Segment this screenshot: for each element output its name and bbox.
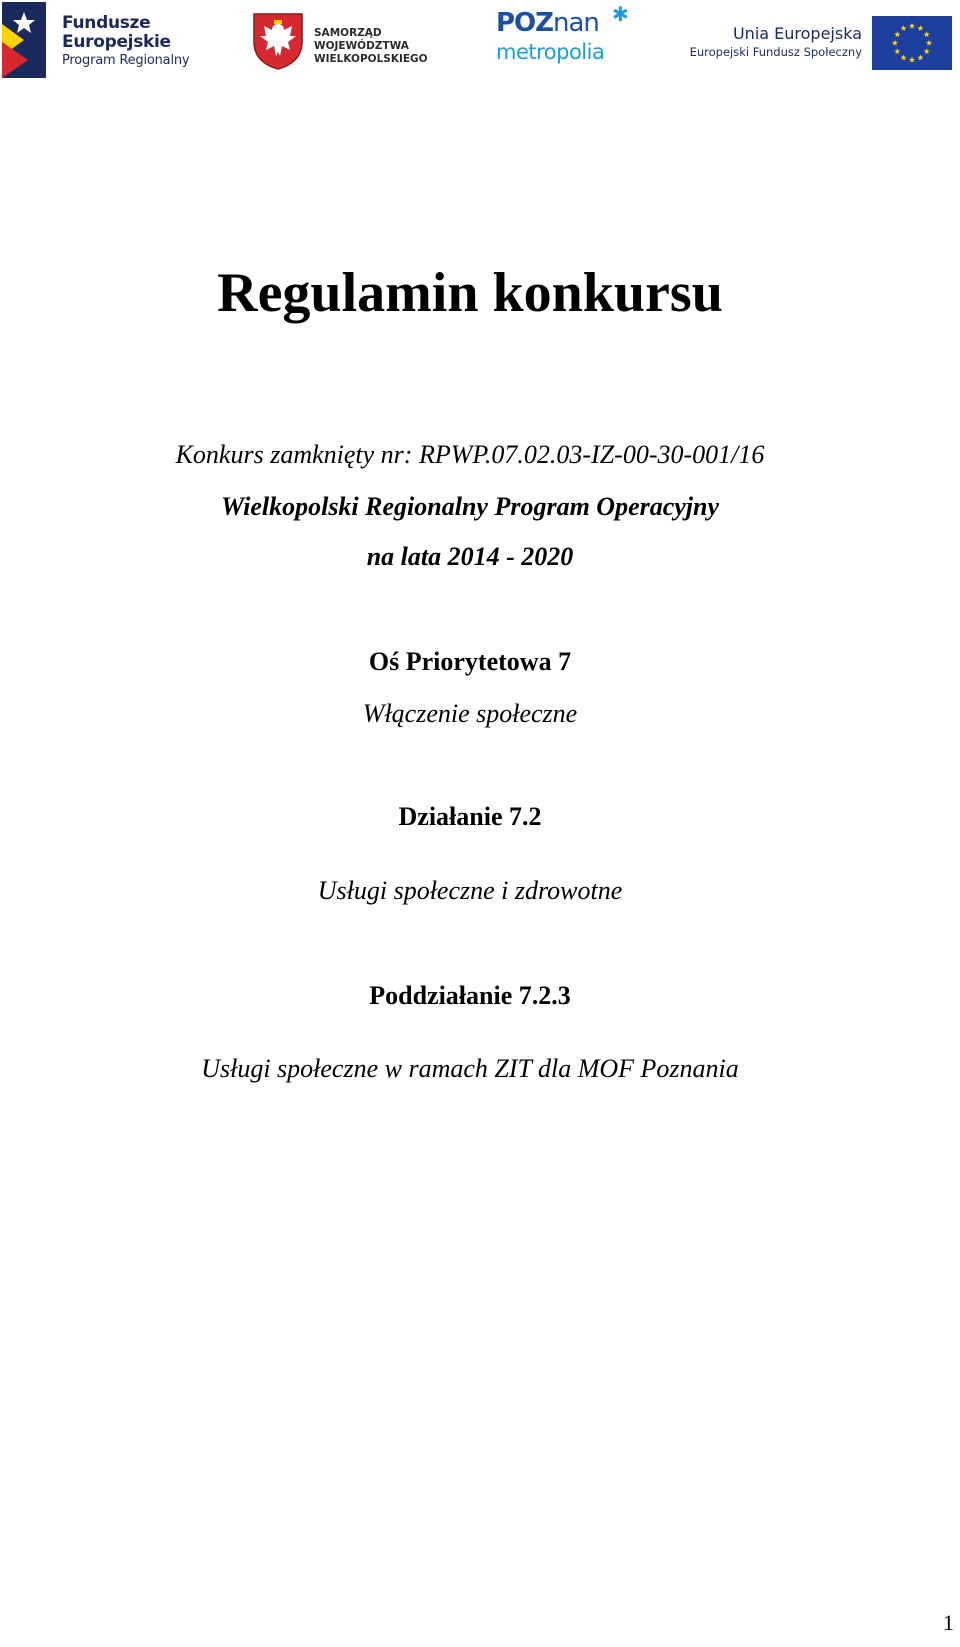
samorzad-line1: SAMORZĄD WOJEWÓDZTWA [314,27,409,52]
fundusze-line3: Program Regionalny [62,53,190,68]
unia-line1: Unia Europejska [732,24,862,43]
priority-axis: Oś Priorytetowa 7 [368,647,572,676]
program-name: Wielkopolski Regionalny Program Operacyjny [220,492,720,521]
subaction-name: Usługi społeczne w ramach ZIT dla MOF Poznania [201,1054,739,1083]
unia-europejska-logo [689,16,956,72]
competition-number: Konkurs zamknięty nr: RPWP.07.02.03-IZ-00-30-001/16 [175,440,765,469]
action-name: Usługi społeczne i zdrowotne [317,876,623,905]
logo-strip [0,0,960,80]
priority-axis-name: Włączenie społeczne [362,699,578,728]
eu-flag-icon [872,16,952,70]
fundusze-line2: Europejskie [62,32,171,52]
program-years: na lata 2014 - 2020 [366,542,574,571]
fundusze-line1: Fundusze [62,13,151,33]
action-number: Działanie 7.2 [398,802,542,831]
fundusze-europejskie-logo [2,2,202,78]
metropolia-wordmark: metropolia [496,40,605,64]
samorzad-logo [252,12,472,72]
unia-line2: Europejski Fundusz Społeczny [689,45,862,59]
asterisk-icon: ✱ [612,2,629,26]
samorzad-line2: WIELKOPOLSKIEGO [314,53,428,65]
poznan-caps: POZ [496,8,554,38]
fundusze-flag-icon [2,2,46,78]
poznan-lower: nan [553,8,599,38]
eagle-shield-icon [252,12,304,70]
document-title: Regulamin konkursu [217,262,723,324]
poznan-wordmark [496,8,599,38]
poznan-metropolia-logo [496,2,632,68]
page-number: 1 [943,1610,954,1635]
subaction-number: Poddziałanie 7.2.3 [369,981,571,1010]
